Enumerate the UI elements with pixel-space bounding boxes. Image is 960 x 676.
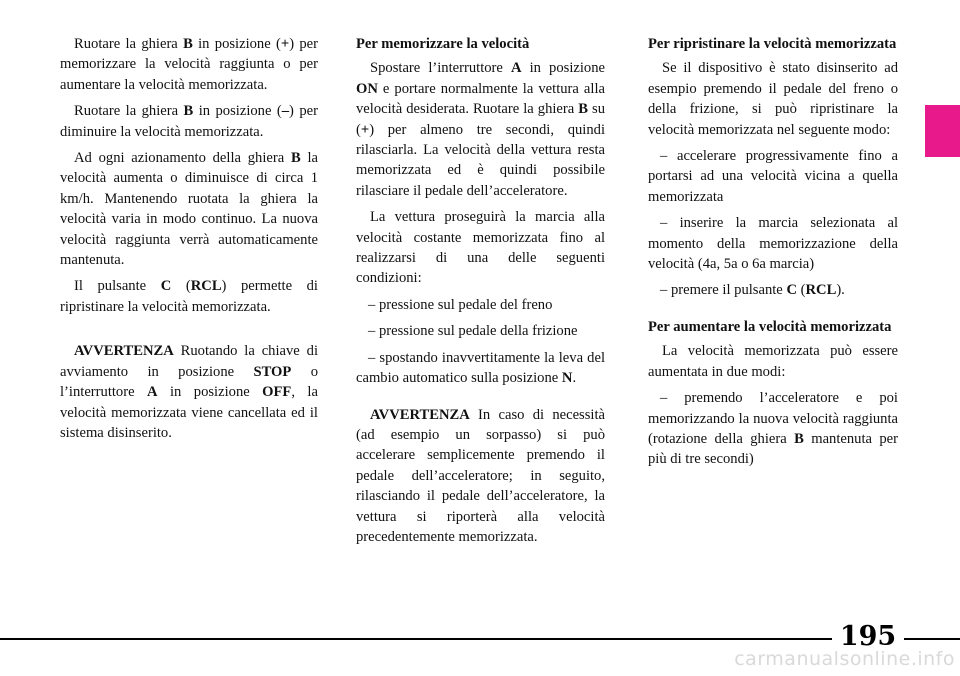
list-item-accelerate: – accelerare progressivamente fino a portarsi ad una velocità vicina a quella memorizzata: [648, 148, 898, 205]
column-middle: [356, 34, 605, 553]
list-item-press-rcl: – premere il pulsante C (RCL).: [660, 282, 845, 299]
warning-note: AVVERTENZA In caso di necessità (ad esempio un sorpasso) si può accelerare semplicemente premendo il pedale dell’acceleratore; in seguito, rilasciando il pedale dell’acceleratore, la vettura si riporterà alla velocità precedentemente memorizzata.: [356, 406, 605, 545]
paragraph-rcl-button: Il pulsante C (RCL) permette di ripristinare la velocità memorizzata.: [60, 278, 318, 315]
paragraph-ghiera-minus: Ruotare la ghiera B in posizione (–) per diminuire la velocità memorizzata.: [60, 103, 318, 140]
list-item-press-accelerator: – premendo l’acceleratore e poi memorizzando la nuova velocità raggiunta (rotazione della ghiera B mantenuta per più di tre secondi): [648, 390, 899, 468]
column-right: [648, 34, 898, 476]
warning-note: AVVERTENZA Ruotando la chiave di avviamento in posizione STOP o l’interruttore A in posizione OFF, la velocità memorizzata viene cancellata ed il sistema disinserito.: [60, 343, 318, 441]
section-heading-increase: Per aumentare la velocità memorizzata: [648, 318, 892, 335]
column-left: [60, 34, 318, 449]
list-item-gear-lever: – spostando inavvertitamente la leva del cambio automatico sulla posizione N.: [356, 349, 605, 387]
section-heading-restore: Per ripristinare la velocità memorizzata: [648, 36, 897, 52]
list-item-select-gear: – inserire la marcia selezionata al momento della memorizzazione della velocità (4a, 5a o 6a marcia): [648, 215, 898, 273]
spacer: [648, 307, 898, 317]
paragraph-km-h: Ad ogni azionamento della ghiera B la velocità aumenta o diminuisce di circa 1 km/h. Mantenendo ruotata la ghiera la velocità varia in modo continuo. La nuova velocità raggiunta verrà automaticamente mantenuta.: [60, 150, 318, 269]
paragraph-increase-intro: La velocità memorizzata può essere aumentata in due modi:: [648, 343, 898, 380]
page-number: 195: [832, 617, 904, 657]
list-item-clutch: – pressione sul pedale della frizione: [368, 323, 578, 340]
section-tab-marker: [925, 105, 960, 157]
footer-rule: [0, 638, 960, 640]
section-heading-memorize: Per memorizzare la velocità: [356, 36, 530, 52]
watermark: carmanualsonline.info: [734, 648, 955, 670]
spacer: [356, 395, 605, 405]
paragraph-memorize-steps: Spostare l’interruttore A in posizione ON e portare normalmente la vettura alla velocità desiderata. Ruotare la ghiera B su (+) per almeno tre secondi, quindi rilasciarla. La velocità della vettura resta memorizzata ed è quindi possibile rilasciare il pedale dell’acceleratore.: [356, 60, 605, 199]
list-item-brake: – pressione sul pedale del freno: [368, 296, 553, 313]
paragraph-conditions-intro: La vettura proseguirà la marcia alla velocità costante memorizzata fino al realizzarsi di una delle seguenti condizioni:: [356, 209, 605, 287]
paragraph-ghiera-plus: Ruotare la ghiera B in posizione (+) per memorizzare la velocità raggiunta o per aumentare la velocità memorizzata.: [60, 36, 318, 93]
paragraph-restore-intro: Se il dispositivo è stato disinserito ad esempio premendo il pedale del freno o della frizione, si può ripristinare la velocità memorizzata nel seguente modo:: [648, 60, 898, 138]
spacer: [60, 323, 318, 341]
